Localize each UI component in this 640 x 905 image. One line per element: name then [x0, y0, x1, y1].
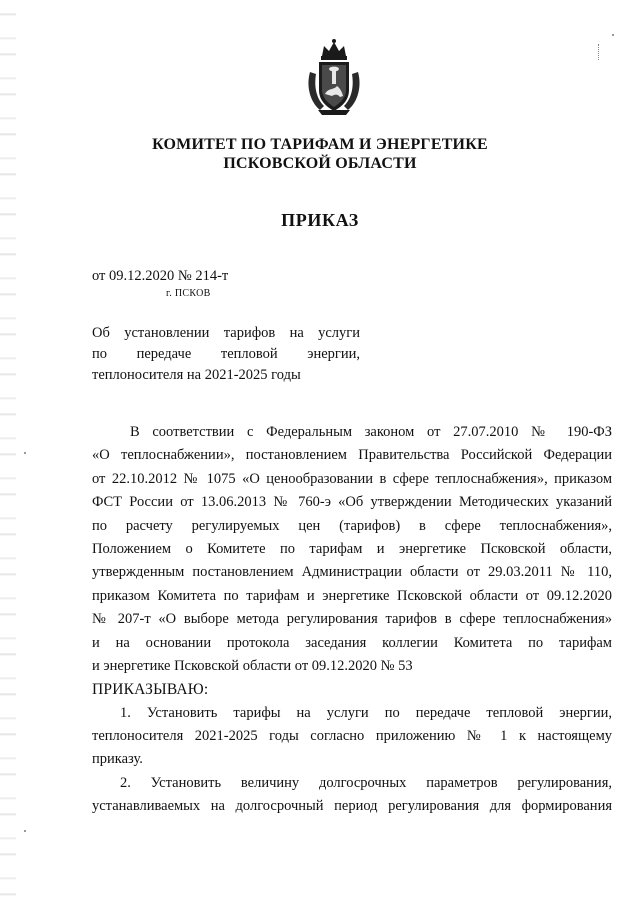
scan-speck	[612, 34, 614, 36]
order-date-number: от 09.12.2020 № 214-т	[92, 268, 229, 284]
order-item-1-line: теплоносителя 2021-2025 годы согласно приложению № 1 к настоящему	[92, 728, 612, 745]
orders-word: ПРИКАЗЫВАЮ:	[92, 681, 209, 699]
preamble-line: и на основании протокола заседания коллегии Комитета по тарифам	[92, 634, 612, 651]
subject-line: по передаче тепловой энергии,	[92, 346, 360, 362]
preamble-line: № 207-т «О выборе метода регулирования тарифов в сфере теплоснабжения»	[92, 611, 612, 628]
document-type-title: ПРИКАЗ	[281, 210, 359, 230]
issue-city: г. ПСКОВ	[166, 288, 211, 299]
order-item-1-line: 1. Установить тарифы на услуги по передаче тепловой энергии,	[120, 704, 612, 721]
preamble-line: В соответствии с Федеральным законом от 27.07.2010 № 190-ФЗ	[130, 424, 612, 440]
preamble-line: от 22.10.2012 № 1075 «О ценообразовании в сфере теплоснабжения», приказом	[92, 470, 612, 487]
preamble-line: и энергетике Псковской области от 09.12.2020 № 53	[92, 657, 413, 674]
preamble-line: Положением о Комитете по тарифам и энергетике Псковской области,	[92, 540, 612, 557]
subject-line: Об установлении тарифов на услуги	[92, 325, 360, 341]
pskov-coat-of-arms-icon	[304, 38, 364, 116]
scan-speck	[24, 452, 26, 454]
margin-mark	[598, 44, 602, 60]
order-body	[92, 421, 612, 819]
preamble-line: «О теплоснабжении», постановлением Правительства Российской Федерации	[92, 447, 612, 464]
preamble-line: по расчету регулируемых цен (тарифов) в сфере теплоснабжения»,	[92, 517, 612, 534]
scan-speck	[24, 830, 26, 832]
order-item-2-line: 2. Установить величину долгосрочных параметров регулирования,	[120, 774, 612, 791]
subject-line: теплоносителя на 2021-2025 годы	[92, 367, 301, 383]
committee-title-line2: ПСКОВСКОЙ ОБЛАСТИ	[223, 155, 417, 172]
order-item-1-line: приказу.	[92, 751, 143, 768]
preamble-line: приказом Комитета по тарифам и энергетике Псковской области от 09.12.2020	[92, 587, 612, 604]
order-subject	[92, 323, 360, 386]
preamble-line: утвержденным постановлением Администрации области от 29.03.2011 № 110,	[92, 564, 612, 581]
order-item-2-line: устанавливаемых на долгосрочный период регулирования для формирования	[92, 798, 612, 815]
committee-title-line1: КОМИТЕТ ПО ТАРИФАМ И ЭНЕРГЕТИКЕ	[152, 136, 488, 153]
preamble-line: ФСТ России от 13.06.2013 № 760-э «Об утверждении Методических указаний	[92, 494, 612, 511]
